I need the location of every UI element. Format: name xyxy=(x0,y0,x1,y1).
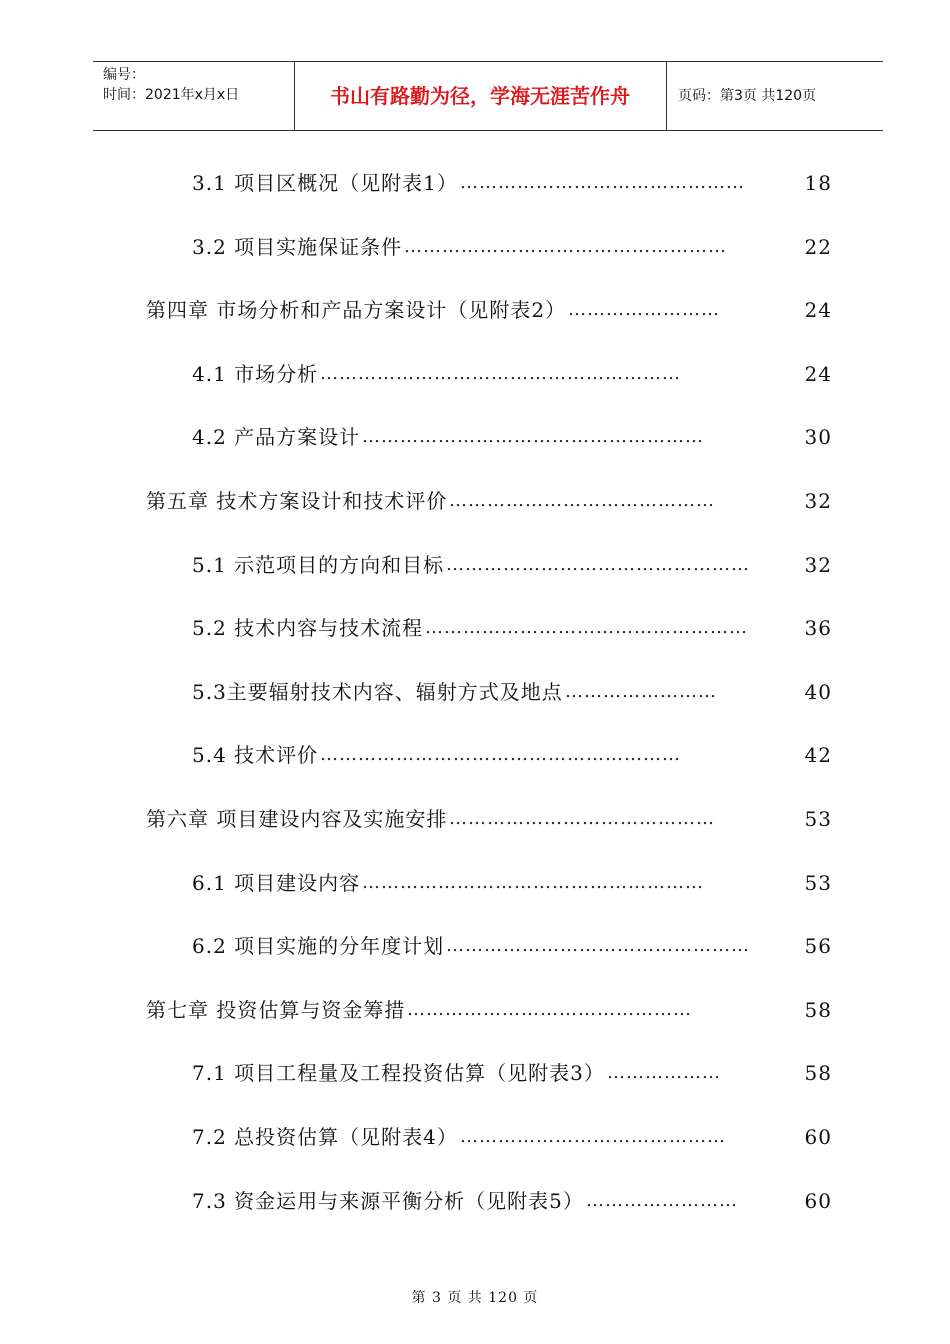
toc-entry-page: 60 xyxy=(804,1189,832,1213)
header-divider-right xyxy=(666,62,667,130)
toc-dot-leader: …………………………………………… xyxy=(404,236,727,257)
toc-dot-leader: ………………………………………… xyxy=(446,935,750,956)
toc-entry-title: 5.4 技术评价 xyxy=(192,743,319,767)
toc-entry-page: 30 xyxy=(804,425,832,449)
toc-entry-title: 4.1 市场分析 xyxy=(192,362,319,386)
toc-entry-title: 6.2 项目实施的分年度计划 xyxy=(192,934,445,958)
toc-dot-leader: …………………………………… xyxy=(449,490,715,511)
toc-entry[interactable] xyxy=(0,1186,950,1216)
number-label: 编号： xyxy=(103,67,145,83)
toc-entry[interactable] xyxy=(0,931,950,961)
toc-entry[interactable] xyxy=(0,295,950,325)
header-page-info: 页码：第3页 共120页 xyxy=(678,88,817,104)
toc-entry-page: 42 xyxy=(804,743,832,767)
toc-entry-page: 56 xyxy=(804,934,832,958)
toc-entry-page: 36 xyxy=(804,616,832,640)
toc-entry[interactable] xyxy=(0,422,950,452)
header-meta xyxy=(93,62,293,130)
toc-entry-title: 7.2 总投资估算（见附表4） xyxy=(192,1125,458,1149)
toc-entry[interactable] xyxy=(0,359,950,389)
toc-dot-leader: ………………………………………… xyxy=(446,554,750,575)
toc-dot-leader: ………………………………………………… xyxy=(320,363,681,384)
toc-entry-page: 53 xyxy=(804,871,832,895)
toc-entry[interactable] xyxy=(0,868,950,898)
toc-entry[interactable] xyxy=(0,168,950,198)
page-header xyxy=(93,61,883,131)
toc-entry-page: 58 xyxy=(804,998,832,1022)
toc-entry-page: 24 xyxy=(804,362,832,386)
toc-entry[interactable] xyxy=(0,1058,950,1088)
toc-dot-leader: ……………………………………… xyxy=(407,999,692,1020)
toc-dot-leader: …………………………………… xyxy=(449,808,715,829)
toc-entry[interactable] xyxy=(0,740,950,770)
toc-entry-title: 6.1 项目建设内容 xyxy=(192,871,361,895)
toc-entry[interactable] xyxy=(0,232,950,262)
toc-dot-leader: …………………… xyxy=(565,681,717,702)
toc-dot-leader: …………………… xyxy=(568,299,720,320)
toc-dot-leader: ……………………………………… xyxy=(460,172,745,193)
toc-entry-title: 5.2 技术内容与技术流程 xyxy=(192,616,424,640)
toc-dot-leader: …………………… xyxy=(586,1190,738,1211)
toc-dot-leader: ……………………………………………… xyxy=(362,426,704,447)
toc-entry-title: 第四章 市场分析和产品方案设计（见附表2） xyxy=(146,298,567,322)
toc-entry[interactable] xyxy=(0,550,950,580)
toc-entry-title: 5.3主要辐射技术内容、辐射方式及地点 xyxy=(192,680,563,704)
toc-entry-page: 18 xyxy=(804,171,832,195)
toc-entry-title: 第七章 投资估算与资金筹措 xyxy=(146,998,406,1022)
toc-dot-leader: ……………………………………………… xyxy=(362,872,704,893)
toc-entry-title: 5.1 示范项目的方向和目标 xyxy=(192,553,445,577)
toc-entry-page: 40 xyxy=(804,680,832,704)
toc-dot-leader: …………………………………………… xyxy=(425,617,748,638)
toc-entry-page: 60 xyxy=(804,1125,832,1149)
toc-entry-title: 4.2 产品方案设计 xyxy=(192,425,361,449)
toc-entry-page: 22 xyxy=(804,235,832,259)
page-footer: 第 3 页 共 120 页 xyxy=(411,1290,539,1306)
toc-entry-page: 32 xyxy=(804,489,832,513)
toc-entry-page: 24 xyxy=(804,298,832,322)
toc-entry-page: 53 xyxy=(804,807,832,831)
toc-entry[interactable] xyxy=(0,486,950,516)
toc-entry-title: 3.1 项目区概况（见附表1） xyxy=(192,171,458,195)
toc-entry-title: 7.1 项目工程量及工程投资估算（见附表3） xyxy=(192,1061,605,1085)
toc-entry[interactable] xyxy=(0,804,950,834)
toc-entry-title: 第六章 项目建设内容及实施安排 xyxy=(146,807,448,831)
toc-entry-title: 3.2 项目实施保证条件 xyxy=(192,235,403,259)
toc-entry-title: 7.3 资金运用与来源平衡分析（见附表5） xyxy=(192,1189,584,1213)
toc-entry[interactable] xyxy=(0,1122,950,1152)
toc-entry[interactable] xyxy=(0,677,950,707)
toc-entry-title: 第五章 技术方案设计和技术评价 xyxy=(146,489,448,513)
toc-entry-page: 32 xyxy=(804,553,832,577)
time-label: 时间：2021年x月x日 xyxy=(103,87,240,103)
toc-entry-page: 58 xyxy=(804,1061,832,1085)
toc-dot-leader: ………………………………………………… xyxy=(320,744,681,765)
header-motto: 书山有路勤为径，学海无涯苦作舟 xyxy=(330,84,630,108)
toc-entry[interactable] xyxy=(0,995,950,1025)
toc-dot-leader: …………………………………… xyxy=(460,1126,726,1147)
toc-entry[interactable] xyxy=(0,613,950,643)
toc-dot-leader: ……………… xyxy=(607,1062,721,1083)
